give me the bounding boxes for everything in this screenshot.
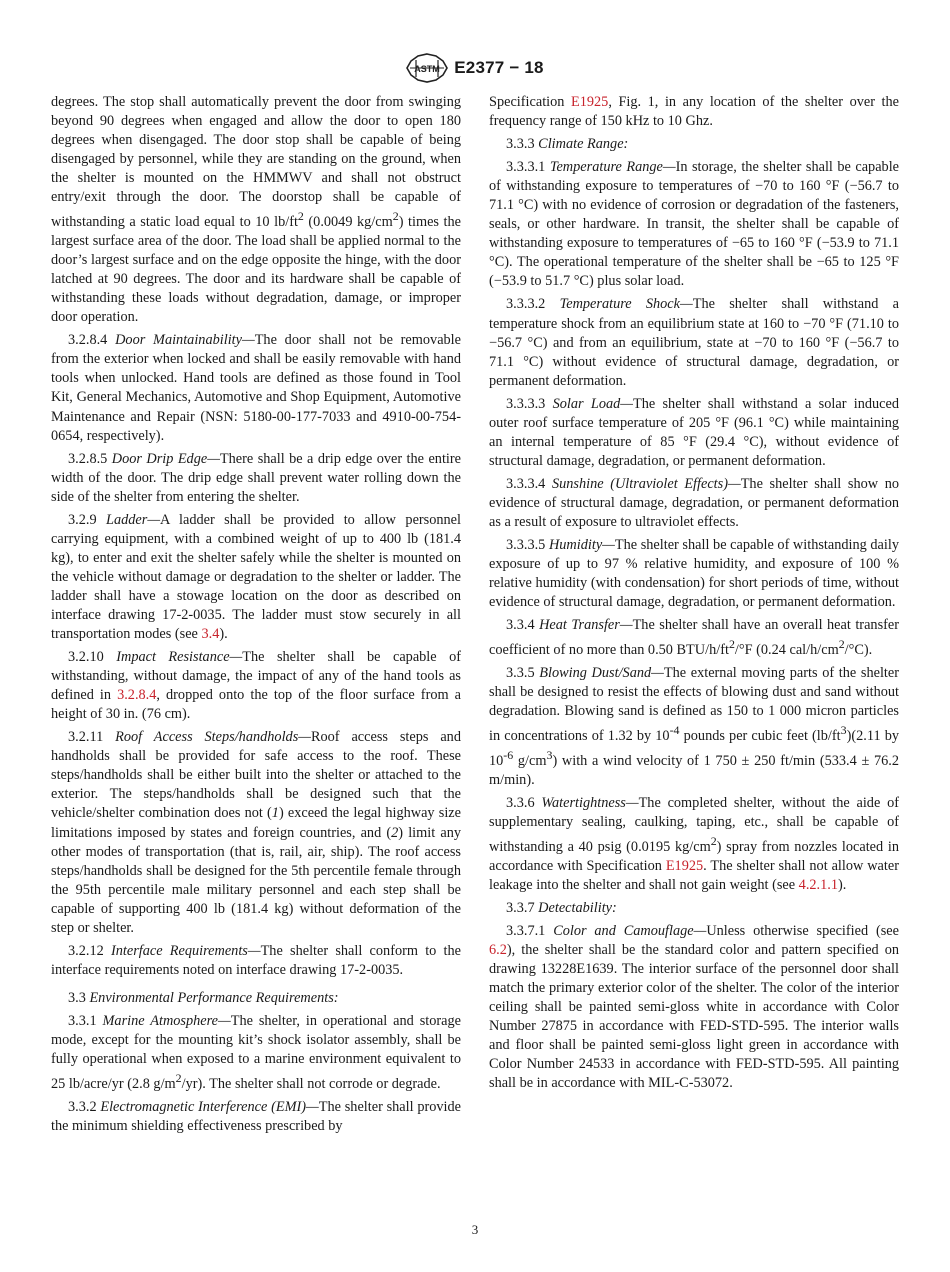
section-3-3-6: 3.3.6 Watertightness—The completed shelter, without the aide of supplementary sealing, caulking, taping, etc., shall be capable of withstanding a 40 psig (0.0195 $kg/cm^2$) spray from nozzles located in accordance with Specification E1925. The shelter shall not allow water leakage into the shelter and shall not gain weight (see 4.2.1.1). [489,794,899,893]
section-3-2-10: 3.2.10 Impact Resistance—The shelter shall be capable of withstanding, without damage, the impact of any of the hand tools as defined in 3.2.8.4, dropped onto the top of the floor surface from a height of 30 in. (76 cm). [51,649,462,723]
astm-logo-icon [406,53,448,83]
link-section-4-2-1-1[interactable]: 4.2.1.1 [798,876,838,893]
section-3-3-1: 3.3.1 Marine Atmosphere—The shelter, in operational and storage mode, except for the mounting kit’s shock isolator assembly, shall be fully operational when exposed to a marine environment equivalent to 25 lb/acre/yr (2.8 $g/m^2/yr$). The shelter shall not corrode or degrade. [51,1012,461,1092]
section-3-2-11: 3.2.11 Roof Access Steps/handholds—Roof access steps and handholds shall be provided for safe access to the roof. These steps/handholds shall be either built into the shelter or attached to the exterior. The steps/handholds shall be designed such that the vehicle/shelter combination does not (1) exceed the legal highway size limitations imposed by states and foreign countries, and (2) limit any other modes of transportation (that is, rail, air, ship). The roof access steps/handholds shall be designed for the 5th percentile female through the 95th percentile male military personnel and each step shall be capable of supporting 400 lb (181.4 kg) without deformation of the step or shelter. [51,729,461,936]
link-section-3-2-8-4[interactable]: 3.2.8.4 [117,687,157,704]
right-column [489,93,899,1097]
section-3-3-5: 3.3.5 Blowing Dust/Sand—The external moving parts of the shelter shall be designed to resist the effects of blowing dust and sand without degradation. Blowing sand is defined as 150 to 1 000 micron particles in concentrations of 1.32 by $10^{-4}$ pounds per cubic feet $(lb/ft^3)(2.11$ by $10^{-6}$ $g/cm^3$) with a wind velocity of 1 750 ± 250 ft/min (533.4 ± 76.2 m/min). [489,665,899,788]
section-3-2-8-4: 3.2.8.4 Door Maintainability—The door shall not be removable from the exterior when locked and shall be easily removable with hand tools when unlocked. Hand tools are defined as those found in Tool Kit, General Mechanics, Automotive and Shop Equipment, Automotive Maintenance and Repair (NSN: 5180-00-177-7033 and 4910-00-754-0654, respectively). [51,332,462,444]
page-header [0,52,950,84]
section-3-3-3-5: 3.3.3.5 Humidity—The shelter shall be capable of withstanding daily exposure of up to 97 % relative humidity, and exposure of 100 % relative humidity (with condensation) for short periods of time, without evidence of structural damage, degradation, or permanent deformation. [489,537,899,611]
section-3-3-2: 3.3.2 Electromagnetic Interference (EMI)—The shelter shall provide the minimum shielding effectiveness prescribed by [51,1098,462,1134]
section-heading-3-3: 3.3 Environmental Performance Requirements: [68,989,339,1006]
link-section-6-2[interactable]: 6.2 [489,941,507,958]
standard-designation: E2377 − 18 [454,58,544,77]
section-3-3-4: 3.3.4 Heat Transfer—The shelter shall have an overall heat transfer coefficient of no more than 0.50 BTU/$h/ft^2/^\circ F$ (0.24 cal/$h/cm^2/^\circ C$). [489,617,899,659]
section-heading-3-3-7: 3.3.7 Detectability: [506,899,617,916]
section-3-2-9: 3.2.9 Ladder—A ladder shall be provided to allow personnel carrying equipment, with a combined weight of up to 400 lb (181.4 kg), to enter and exit the shelter safely while the shelter is mounted on the vehicle without damage or degradation to the shelter or ladder. The ladder shall have a stowage location on the door as described on interface drawing 17-2-0035. The ladder must stow securely in all transportation modes (see 3.4). [51,511,461,643]
section-heading-3-3-3: 3.3.3 Climate Range: [506,136,629,153]
link-section-3-4[interactable]: 3.4 [201,626,220,643]
section-3-3-3-3: 3.3.3.3 Solar Load—The shelter shall withstand a solar induced outer roof surface temperature of 205 °F (96.1 °C) while maintaining an internal temperature of 85 °F (29.4 °C), without evidence of structural damage, degradation, or permanent deformation. [489,395,899,469]
section-3-3-7-1: 3.3.7.1 Color and Camouflage—Unless otherwise specified (see 6.2), the shelter shall be the standard color and pattern specified on drawing 13228E1639. The interior surface of the personnel door shall match the primary exterior color of the shelter. The color of the interior ceiling shall be painted semi-gloss white in accordance with Color Number 27875 in accordance with FED-STD-595. The interior walls and floor shall be painted semi-gloss light green in accordance with Color Number 24533 in accordance with FED-STD-595. All painting shall be in accordance with MIL-C-53072. [489,922,899,1092]
section-3-2-12: 3.2.12 Interface Requirements—The shelter shall conform to the interface requirements noted on interface drawing 17-2-0035. [51,942,461,978]
section-3-3-3-4: 3.3.3.4 Sunshine (Ultraviolet Effects)—The shelter shall show no evidence of structural damage, degradation, or permanent deformation as a result of exposure to ultraviolet effects. [489,475,899,530]
paragraph-continued: degrees. The stop shall automatically prevent the door from swinging beyond 90 degrees when engaged and allow the door to open 180 degrees when disengaged. The door stop shall be capable of being disengaged by personnel, while they are standing on the ground, when the shelter is mounted on the HMMWV and shall not obstruct entry/exit through the door. The doorstop shall be capable of withstanding a static load equal to 10 $lb/ft^2$ (0.0049 $kg/cm^2$) times the largest surface area of the door. The load shall be applied normal to the door’s largest surface and on the edge opposite the hinge, with the door latched at 90 degrees. The door and its hardware shall be capable of withstanding these loads without degradation, damage, or improper door operation. [51,94,461,326]
link-e1925-watertightness[interactable]: E1925 [665,857,704,874]
logo-lettering: ASTM [414,64,441,74]
section-3-3-3-2: 3.3.3.2 Temperature Shock—The shelter shall withstand a temperature shock from an equilibrium state at 160 to −70 °F (71.10 to −56.7 °C) and from an equilibrium, state at −70 to 160 °F (−56.7 to 71.1 °C) without evidence of structural damage, degradation, or permanent deformation. [489,296,900,389]
link-e1925[interactable]: E1925 [571,94,609,110]
paragraph-continued-emi: Specification E1925, Fig. 1, in any location of the shelter over the frequency range of 150 kHz to 10 Ghz. [489,94,899,130]
section-3-3-3-1: 3.3.3.1 Temperature Range—In storage, the shelter shall be capable of withstanding exposure to temperatures of −70 to 160 °F (−56.7 to 71.1 °C) with no evidence of corrosion or degradation of the fasteners, seals, or other hardware. In transit, the shelter shall be capable of withstanding exposure to temperatures of −65 to 160 °F (−53.9 to 71.1 °C). The operational temperature of the shelter shall be −65 to 125 °F (−53.9 to 51.7 °C) plus solar load. [489,159,900,290]
left-column [51,93,461,1140]
page-number: 3 [471,1222,479,1237]
section-3-2-8-5: 3.2.8.5 Door Drip Edge—There shall be a drip edge over the entire width of the door. The drip edge shall prevent water rolling down the side of the shelter from entering the shelter. [51,450,461,505]
